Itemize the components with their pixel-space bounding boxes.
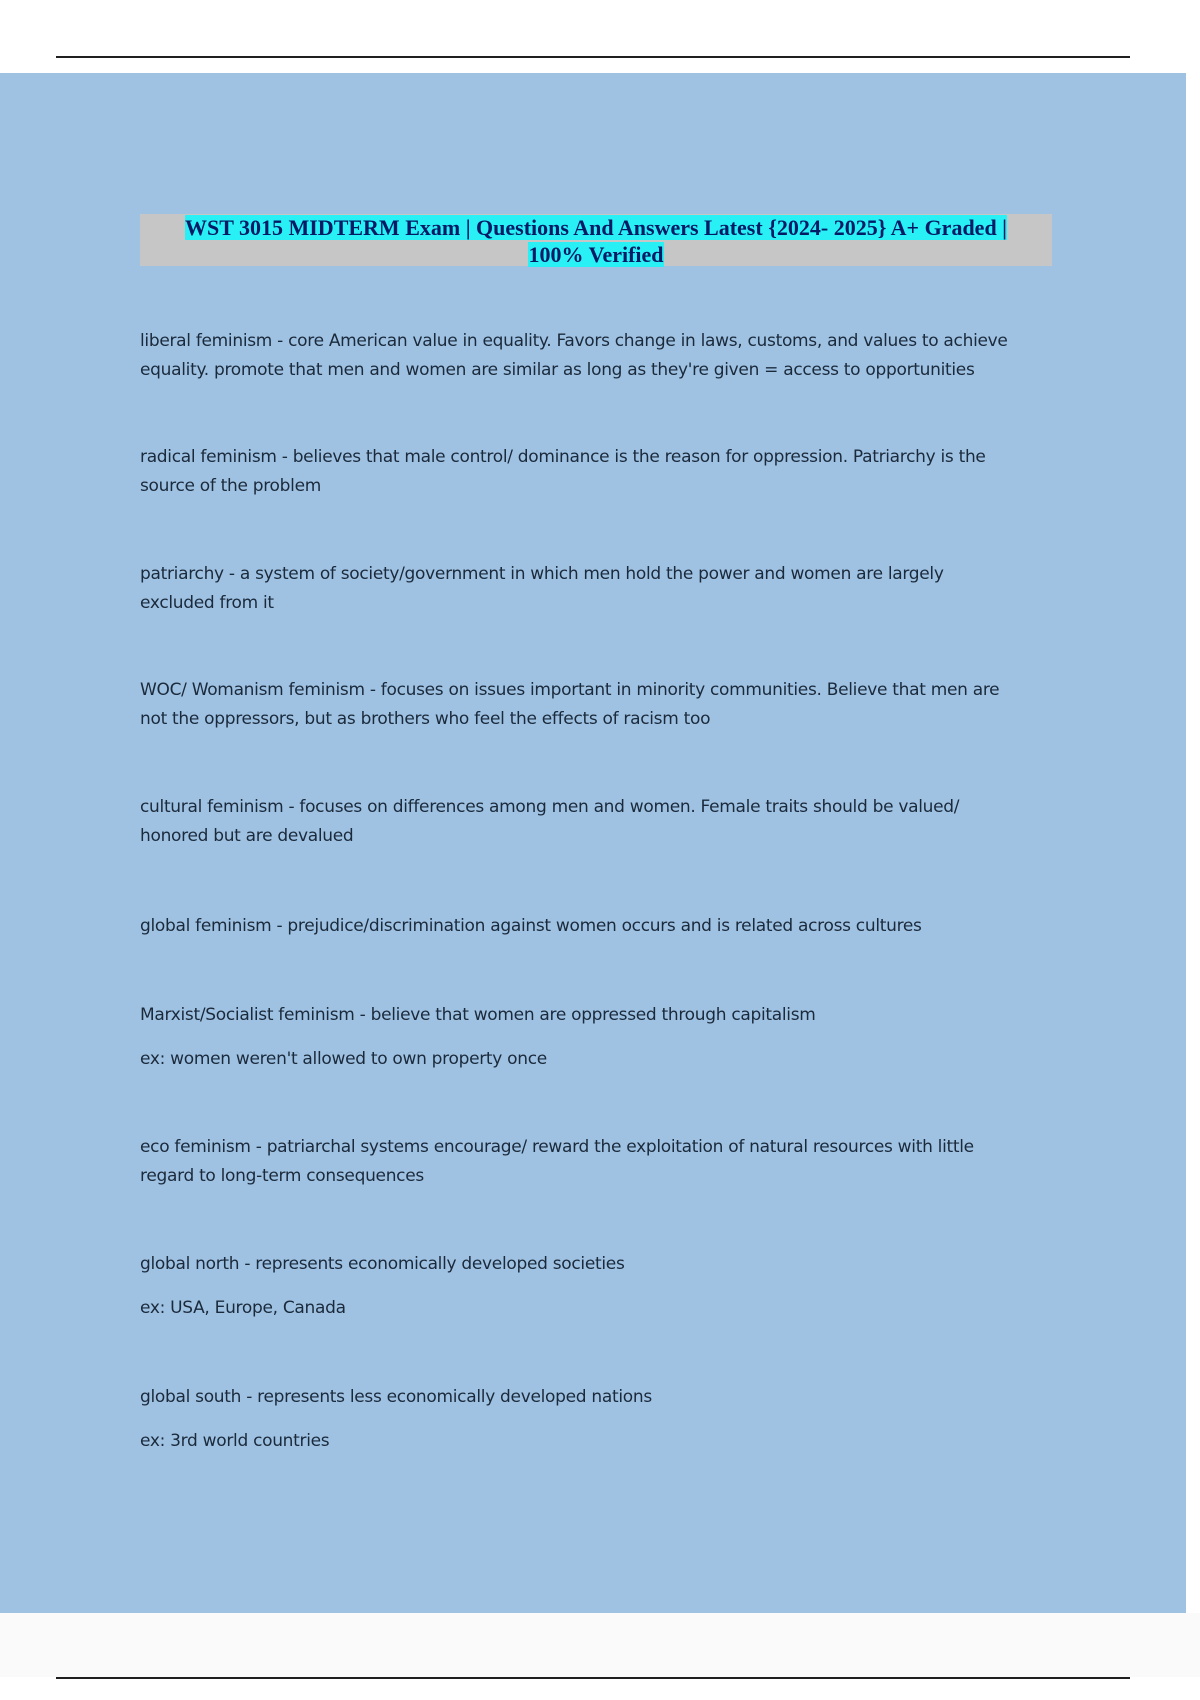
definition-entry-global-feminism bbox=[140, 912, 1070, 941]
definition-entry-global-south bbox=[140, 1383, 1070, 1412]
definition-line: regard to long-term consequences bbox=[140, 1166, 424, 1186]
definition-line: WOC/ Womanism feminism - focuses on issues important in minority communities. Believe that men are bbox=[140, 680, 1000, 700]
definition-line: global feminism - prejudice/discrimination against women occurs and is related across cultures bbox=[140, 916, 922, 936]
example-line: ex: women weren't allowed to own property once bbox=[140, 1049, 547, 1069]
definition-entry-eco-feminism bbox=[140, 1133, 1070, 1191]
document-title-line-1: WST 3015 MIDTERM Exam | Questions And Answers Latest {2024- 2025} A+ Graded | bbox=[184, 215, 1008, 240]
definition-line: honored but are devalued bbox=[140, 826, 354, 846]
definition-line: eco feminism - patriarchal systems encourage/ reward the exploitation of natural resources with little bbox=[140, 1137, 974, 1157]
definition-line: global south - represents less economically developed nations bbox=[140, 1387, 652, 1407]
definition-line: cultural feminism - focuses on differences among men and women. Female traits should be valued/ bbox=[140, 797, 960, 817]
definition-line: source of the problem bbox=[140, 476, 321, 496]
definition-entry-cultural-feminism bbox=[140, 793, 1070, 851]
definition-line: excluded from it bbox=[140, 593, 274, 613]
definition-line: patriarchy - a system of society/government in which men hold the power and women are largely bbox=[140, 564, 944, 584]
footer-rule bbox=[56, 1677, 1130, 1679]
definition-example-marxist-feminism bbox=[140, 1045, 1070, 1074]
definition-line: radical feminism - believes that male control/ dominance is the reason for oppression. Patriarchy is the bbox=[140, 447, 986, 467]
definition-line: not the oppressors, but as brothers who feel the effects of racism too bbox=[140, 709, 711, 729]
definition-entry-patriarchy bbox=[140, 560, 1070, 618]
definition-entry-liberal-feminism bbox=[140, 327, 1070, 385]
definition-line: liberal feminism - core American value in equality. Favors change in laws, customs, and values to achieve bbox=[140, 331, 1008, 351]
definition-line: Marxist/Socialist feminism - believe that women are oppressed through capitalism bbox=[140, 1005, 816, 1025]
definition-line: global north - represents economically developed societies bbox=[140, 1254, 625, 1274]
definition-entry-marxist-feminism bbox=[140, 1001, 1070, 1030]
page-footer-strip bbox=[0, 1613, 1200, 1677]
definition-entry-womanism-feminism bbox=[140, 676, 1070, 734]
example-line: ex: 3rd world countries bbox=[140, 1431, 330, 1451]
definition-line: equality. promote that men and women are similar as long as they're given = access to opportunities bbox=[140, 360, 975, 380]
definition-example-global-north bbox=[140, 1294, 1070, 1323]
definition-entry-global-north bbox=[140, 1250, 1070, 1279]
example-line: ex: USA, Europe, Canada bbox=[140, 1298, 346, 1318]
definition-entry-radical-feminism bbox=[140, 443, 1070, 501]
definition-example-global-south bbox=[140, 1427, 1070, 1456]
document-title-line-2: 100% Verified bbox=[528, 242, 664, 267]
header-rule bbox=[56, 56, 1130, 58]
document-title bbox=[140, 214, 1052, 266]
